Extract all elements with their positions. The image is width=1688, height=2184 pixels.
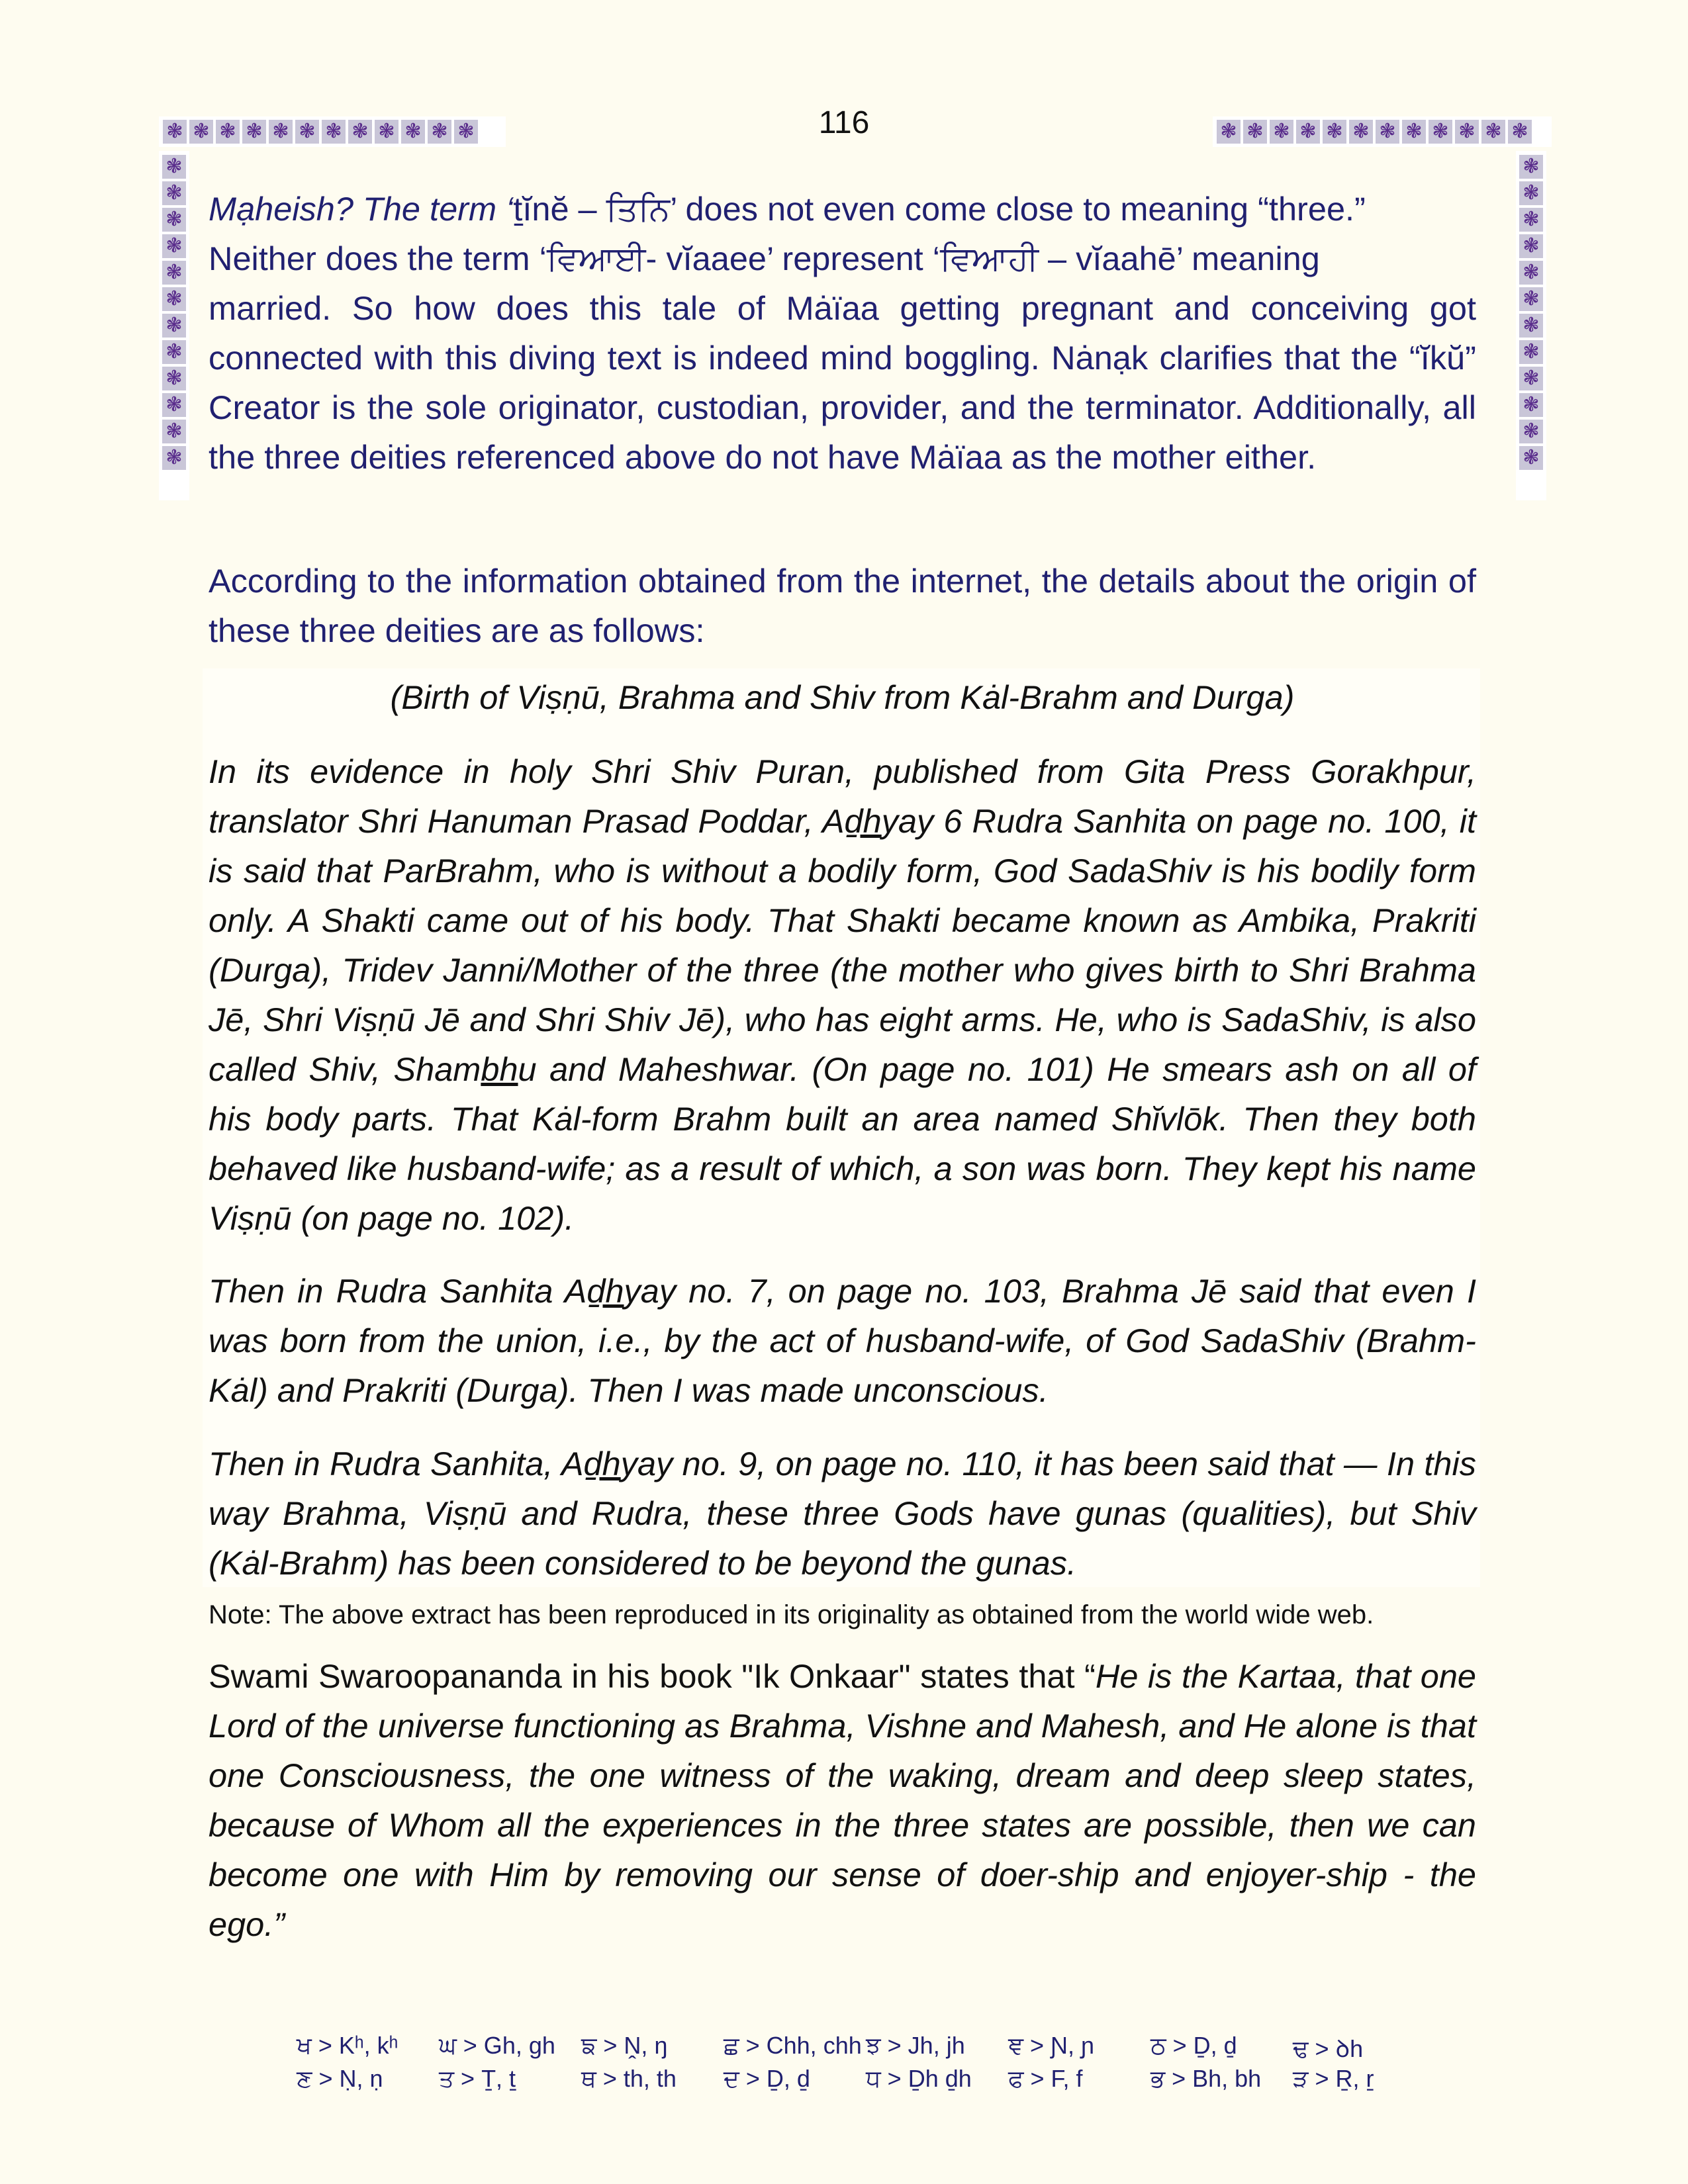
flower-ornament-icon: ❃	[1519, 420, 1543, 443]
flower-ornament-icon: ❃	[216, 120, 240, 144]
internet-paragraph: According to the information obtained from the internet, the details about the origin of these three deities are as follows:	[209, 562, 1476, 649]
intro-line1-italic: Mạheish? The term ‘	[209, 190, 514, 228]
transliteration-entry: ਥ > th, th	[581, 2065, 677, 2092]
transliteration-entry: ਛ > Chh, chh	[724, 2032, 862, 2059]
transliteration-entry: ਢ > ꝺh	[1293, 2035, 1364, 2062]
transliteration-entry: ਭ > Bh, bh	[1150, 2065, 1262, 2092]
flower-ornament-icon: ❃	[1481, 120, 1505, 144]
quote-paragraph-3	[209, 1439, 1476, 1588]
flower-ornament-icon: ❃	[1349, 120, 1373, 144]
intro-paragraph	[209, 184, 1476, 482]
quote-p1-underline-2: bh	[481, 1050, 518, 1088]
swami-plain: Swami Swaroopananda in his book "Ik Onkaar" states that “	[209, 1657, 1096, 1695]
quote-heading: (Birth of Viṣṇū, Brahma and Shiv from Kȧl-Brahm and Durga)	[390, 678, 1295, 716]
flower-ornament-icon: ❃	[162, 181, 186, 205]
flower-ornament-icon: ❃	[1519, 155, 1543, 179]
flower-ornament-icon: ❃	[162, 261, 186, 285]
flower-ornament-icon: ❃	[322, 120, 346, 144]
flower-ornament-icon: ❃	[189, 120, 213, 144]
quote-p3-underline: ḏh	[583, 1445, 621, 1482]
flower-ornament-icon: ❃	[295, 120, 319, 144]
flower-ornament-icon: ❃	[1519, 208, 1543, 232]
transliteration-entry: ਘ > Gh, gh	[439, 2032, 555, 2059]
flower-ornament-icon: ❃	[162, 287, 186, 311]
transliteration-entry: ਙ > Ṋ, ŋ	[581, 2032, 668, 2059]
flower-ornament-icon: ❃	[269, 120, 293, 144]
flower-ornament-icon: ❃	[162, 367, 186, 390]
transliteration-entry: ਦ > Ḏ, ḏ	[724, 2065, 810, 2092]
top-right-ornament-border	[1213, 116, 1552, 147]
transliteration-row-2	[297, 2065, 1422, 2093]
flower-ornament-icon: ❃	[428, 120, 451, 144]
flower-ornament-icon: ❃	[454, 120, 478, 144]
quote-p3-b: yay no. 9, on page no. 110, it has been said that — In this way Brahma, Viṣṇū and Rudra, these three Gods have gunas (qualities), but Shiv (Kȧl-Brahm) has been considered to be beyond the gunas.	[209, 1445, 1476, 1582]
flower-ornament-icon: ❃	[1519, 340, 1543, 364]
flower-ornament-icon: ❃	[1217, 120, 1241, 144]
flower-ornament-icon: ❃	[162, 234, 186, 258]
quote-p1-b: yay 6 Rudra Sanhita on page no. 100, it is said that ParBrahm, who is without a bodily form, God SadaShiv is his bodily form only. A Shakti came out of his body. That Shakti became known as Ambika, Prakriti (Durga), Tridev Janni/Mother of the three (the mother who gives birth to Shri Brahma Jē, Shri Viṣṇū Jē and Shri Shiv Jē), who has eight arms. He, who is SadaShiv, is also called Shiv, Sham	[209, 802, 1476, 1088]
transliteration-entry: ਧ > Ḏh ḏh	[866, 2065, 972, 2092]
flower-ornament-icon: ❃	[1402, 120, 1426, 144]
quote-paragraph-1	[209, 747, 1476, 1243]
flower-ornament-icon: ❃	[162, 340, 186, 364]
swami-paragraph	[209, 1651, 1476, 1949]
quote-paragraph-2	[209, 1266, 1476, 1415]
flower-ornament-icon: ❃	[1243, 120, 1267, 144]
swami-quote: He is the Kartaa, that one Lord of the universe functioning as Brahma, Vishne and Mahesh, and He alone is that one Consciousness, the one witness of the waking, dream and deep sleep states, because of Whom all the experiences in the three states are possible, then we can become one with Him by removing our sense of doer-ship and enjoyer-ship - the ego.”	[209, 1657, 1477, 1943]
transliteration-entry: ਤ > Ṯ, ṯ	[439, 2065, 516, 2092]
quote-p2-underline: ḏh	[586, 1272, 624, 1310]
quote-p1-a: In its evidence in holy Shri Shiv Puran, published from Gita Press Gorakhpur, translator Shri Hanuman Prasad Poddar, A	[209, 752, 1476, 840]
transliteration-entry: ਫ > F, f	[1008, 2065, 1083, 2092]
flower-ornament-icon: ❃	[375, 120, 399, 144]
flower-ornament-icon: ❃	[1519, 446, 1543, 470]
transliteration-entry: ਠ > Ḏ, ḏ	[1150, 2032, 1237, 2059]
flower-ornament-icon: ❃	[1519, 314, 1543, 338]
intro-gurmukhi-term: ṯĭnĕ – ਤਿਨਿ	[513, 190, 671, 228]
quote-p1-c: u and Maheshwar. (On page no. 101) He smears ash on all of his body parts. That Kȧl-form Brahm built an area named Shĭvlōk. Then they both behaved like husband-wife; as a result of which, a son was born. They kept his name Viṣṇū (on page no. 102).	[209, 1050, 1476, 1237]
intro-rest: married. So how does this tale of Mȧïaa getting pregnant and conceiving got connected with this diving text is indeed mind boggling. Nȧnạk clarifies that the “ĭkŭ” Creator is the sole originator, custodian, provider, and the terminator. Additionally, all the three deities referenced above do not have Mȧïaa as the mother either.	[209, 289, 1476, 476]
quote-p1-underline-1: ḏh	[844, 802, 882, 840]
flower-ornament-icon: ❃	[1296, 120, 1320, 144]
top-left-ornament-border	[159, 116, 506, 147]
flower-ornament-icon: ❃	[1519, 181, 1543, 205]
flower-ornament-icon: ❃	[162, 420, 186, 443]
flower-ornament-icon: ❃	[162, 393, 186, 417]
flower-ornament-icon: ❃	[162, 446, 186, 470]
flower-ornament-icon: ❃	[1323, 120, 1346, 144]
transliteration-entry: ੜ > Ṟ, ṟ	[1293, 2065, 1374, 2092]
flower-ornament-icon: ❃	[1376, 120, 1399, 144]
flower-ornament-icon: ❃	[162, 314, 186, 338]
flower-ornament-icon: ❃	[1519, 261, 1543, 285]
left-ornament-border	[159, 151, 189, 500]
flower-ornament-icon: ❃	[1429, 120, 1452, 144]
flower-ornament-icon: ❃	[1508, 120, 1532, 144]
transliteration-entry: ਖ > Kʰ, kʰ	[297, 2032, 399, 2059]
quote-p2-a: Then in Rudra Sanhita A	[209, 1272, 587, 1310]
flower-ornament-icon: ❃	[1270, 120, 1293, 144]
flower-ornament-icon: ❃	[1455, 120, 1479, 144]
flower-ornament-icon: ❃	[242, 120, 266, 144]
quote-p3-a: Then in Rudra Sanhita, A	[209, 1445, 584, 1482]
right-ornament-border	[1516, 151, 1546, 500]
flower-ornament-icon: ❃	[1519, 367, 1543, 390]
quote-p2-b: yay no. 7, on page no. 103, Brahma Jē said that even I was born from the union, i.e., by the act of husband-wife, of God SadaShiv (Brahm-Kȧl) and Prakriti (Durga). Then I was made unconscious.	[209, 1272, 1476, 1409]
flower-ornament-icon: ❃	[162, 155, 186, 179]
flower-ornament-icon: ❃	[1519, 234, 1543, 258]
transliteration-entry: ਞ > Ɲ, ɲ	[1008, 2032, 1095, 2059]
transliteration-row-1	[297, 2032, 1422, 2064]
flower-ornament-icon: ❃	[162, 208, 186, 232]
flower-ornament-icon: ❃	[1519, 393, 1543, 417]
flower-ornament-icon: ❃	[348, 120, 372, 144]
page-number: 116	[818, 105, 870, 140]
flower-ornament-icon: ❃	[163, 120, 187, 144]
intro-line1-rest: ’ does not even come close to meaning “three.”	[670, 190, 1366, 228]
intro-line2: Neither does the term ‘ਵਿਆਈ- vĭaaee’ represent ‘ਵਿਆਹੀ – vĭaahē’ meaning	[209, 240, 1320, 277]
flower-ornament-icon: ❃	[401, 120, 425, 144]
transliteration-entry: ਣ > Ṇ, ṇ	[297, 2065, 383, 2092]
source-note: Note: The above extract has been reproduced in its originality as obtained from the world wide web.	[209, 1600, 1374, 1629]
transliteration-entry: ਝ > Jh, jh	[866, 2032, 965, 2059]
flower-ornament-icon: ❃	[1519, 287, 1543, 311]
